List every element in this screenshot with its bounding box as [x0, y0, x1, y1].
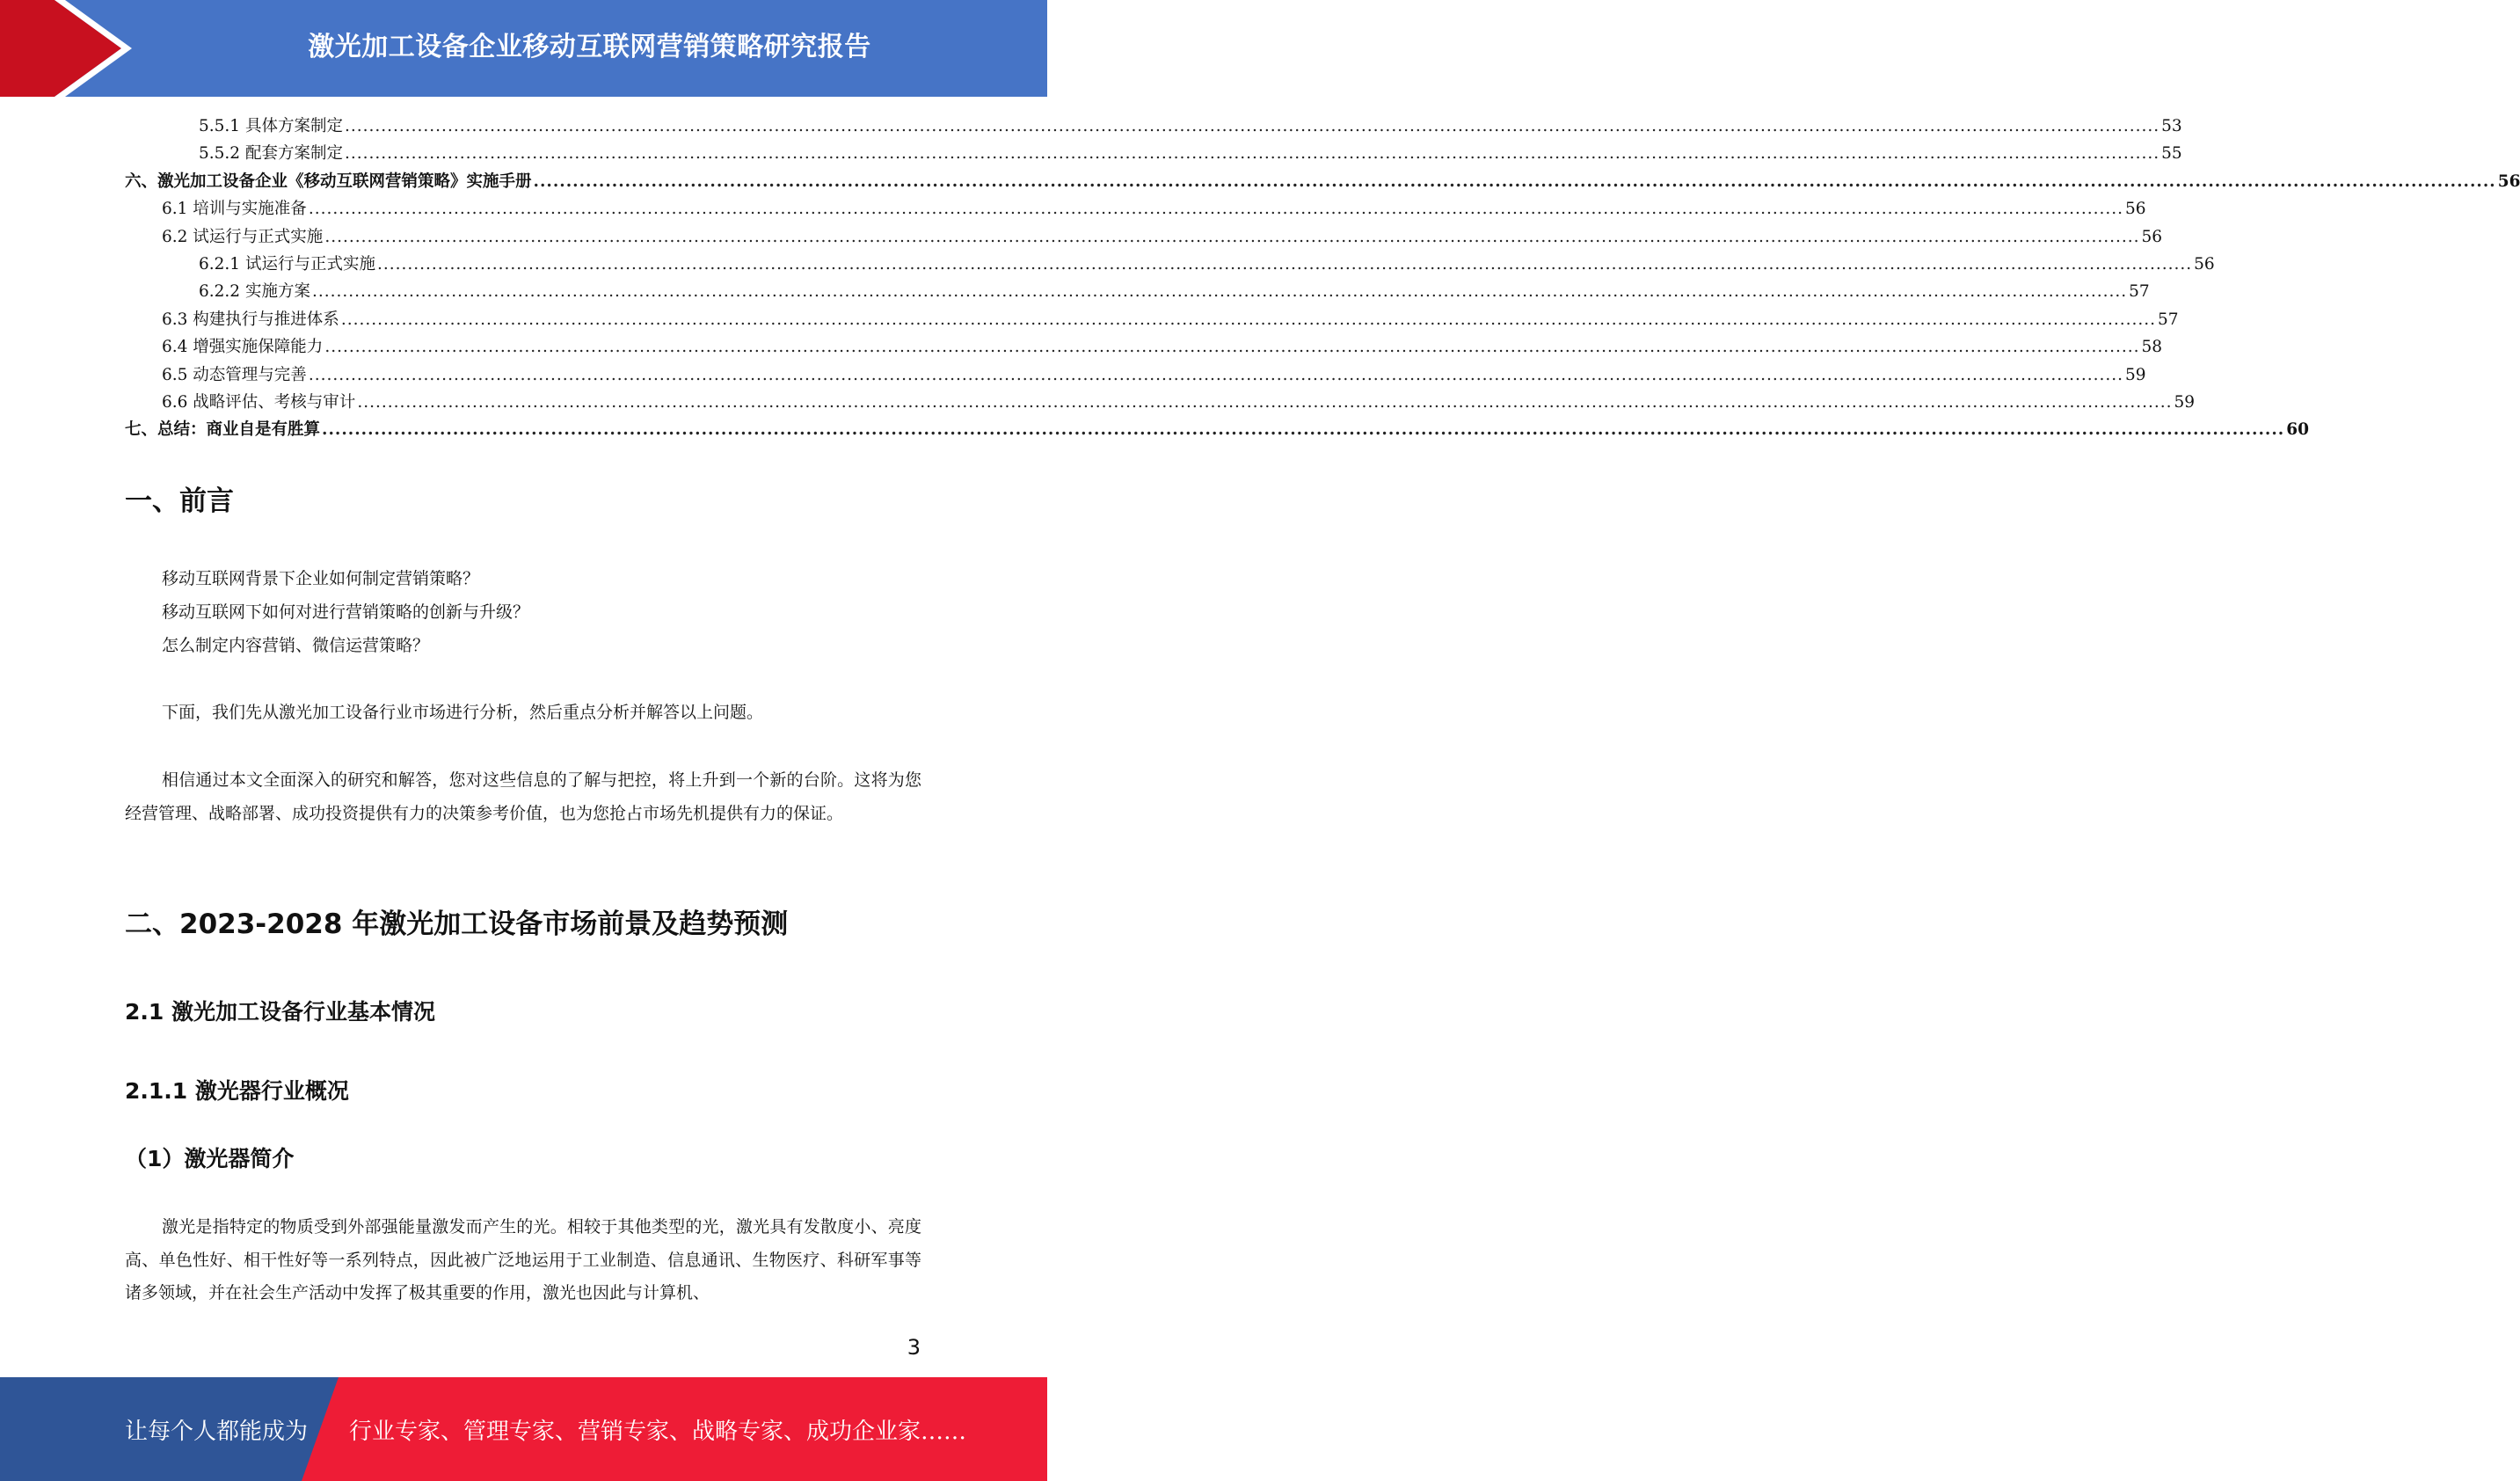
- toc-leader-dots: ............................................................................................................................................................................................................................................................................................................: [324, 227, 2140, 246]
- toc-entry[interactable]: [125, 168, 2520, 195]
- toc-leader-dots: ............................................................................................................................................................................................................................................................................................................: [322, 420, 2285, 440]
- toc-leader-dots: ............................................................................................................................................................................................................................................................................................................: [344, 117, 2160, 135]
- toc-entry[interactable]: [125, 278, 2150, 305]
- preface-heading: 一、前言: [125, 485, 234, 517]
- toc-entry-page: 59: [2125, 365, 2146, 384]
- page-header: [0, 0, 1047, 97]
- toc-entry-page: 56: [2194, 254, 2215, 274]
- toc-entry-page: 57: [2158, 310, 2179, 329]
- toc-leader-dots: ............................................................................................................................................................................................................................................................................................................: [311, 282, 2128, 302]
- toc-entry[interactable]: [125, 113, 2182, 140]
- page-footer: [0, 1377, 1047, 1481]
- toc-entry-page: 58: [2141, 338, 2163, 357]
- toc-entry[interactable]: [125, 195, 2146, 223]
- toc-leader-dots: ............................................................................................................................................................................................................................................................................................................: [376, 254, 2193, 274]
- subsection-heading: 2.1.1 激光器行业概况: [125, 1078, 349, 1104]
- toc-entry-page: 56: [2497, 171, 2520, 191]
- footer-slogan-right: 行业专家、管理专家、营销专家、战略专家、成功企业家……: [349, 1418, 967, 1445]
- preface-question: 移动互联网下如何对进行营销策略的创新与升级？: [162, 602, 530, 622]
- toc-entry-page: 60: [2286, 420, 2309, 440]
- page-number: 3: [907, 1335, 921, 1360]
- toc-entry-label: 6.2.1 试运行与正式实施: [199, 254, 375, 274]
- subsection-heading: （1）激光器简介: [125, 1146, 295, 1171]
- toc-entry-page: 59: [2174, 392, 2196, 412]
- toc-entry-label: 6.5 动态管理与完善: [162, 365, 307, 384]
- table-of-contents: [125, 113, 2520, 444]
- toc-leader-dots: ............................................................................................................................................................................................................................................................................................................: [324, 338, 2140, 357]
- toc-entry-page: 56: [2125, 200, 2146, 219]
- toc-entry-page: 57: [2129, 282, 2150, 302]
- preface-question: 移动互联网背景下企业如何制定营销策略？: [162, 569, 480, 588]
- toc-leader-dots: ............................................................................................................................................................................................................................................................................................................: [340, 310, 2156, 329]
- section-heading: 二、2023-2028 年激光加工设备市场前景及趋势预测: [125, 908, 789, 940]
- toc-leader-dots: ............................................................................................................................................................................................................................................................................................................: [308, 365, 2123, 384]
- toc-leader-dots: ............................................................................................................................................................................................................................................................................................................: [308, 200, 2123, 219]
- toc-entry-label: 6.1 培训与实施准备: [162, 200, 307, 219]
- toc-entry-label: 6.2 试运行与正式实施: [162, 227, 324, 246]
- subsection-heading: 2.1 激光加工设备行业基本情况: [125, 999, 435, 1025]
- preface-paragraph: 下面，我们先从激光加工设备行业市场进行分析，然后重点分析并解答以上问题。: [162, 703, 764, 722]
- toc-entry[interactable]: [125, 389, 2196, 416]
- toc-entry-label: 六、激光加工设备企业《移动互联网营销策略》实施手册: [125, 171, 532, 191]
- toc-entry[interactable]: [125, 140, 2182, 167]
- toc-entry-label: 5.5.2 配套方案制定: [199, 144, 343, 164]
- toc-leader-dots: ............................................................................................................................................................................................................................................................................................................: [344, 144, 2160, 164]
- header-arrow-icon: [0, 0, 132, 97]
- toc-entry-label: 6.4 增强实施保障能力: [162, 338, 324, 357]
- toc-entry-label: 5.5.1 具体方案制定: [199, 117, 343, 135]
- toc-leader-dots: ............................................................................................................................................................................................................................................................................................................: [357, 392, 2173, 412]
- toc-entry[interactable]: [125, 333, 2163, 361]
- toc-entry-page: 53: [2161, 117, 2182, 135]
- toc-leader-dots: ............................................................................................................................................................................................................................................................................................................: [533, 171, 2496, 191]
- toc-entry-page: 56: [2141, 227, 2163, 246]
- toc-entry[interactable]: [125, 361, 2146, 389]
- body-paragraph: 激光是指特定的物质受到外部强能量激发而产生的光。相较于其他类型的光，激光具有发散度小、亮度高、单色性好、相干性好等一系列特点，因此被广泛地运用于工业制造、信息通讯、生物医疗、科研军事等诸多领域，并在社会生产活动中发挥了极其重要的作用，激光也因此与计算机、: [125, 1217, 921, 1302]
- preface-paragraph: 相信通过本文全面深入的研究和解答，您对这些信息的了解与把控，将上升到一个新的台阶。这将为您经营管理、战略部署、成功投资提供有力的决策参考价值，也为您抢占市场先机提供有力的保证。: [125, 770, 921, 823]
- toc-entry-page: 55: [2161, 144, 2182, 164]
- footer-slogan-left: 让每个人都能成为: [125, 1418, 309, 1445]
- toc-entry-label: 6.3 构建执行与推进体系: [162, 310, 339, 329]
- toc-entry-label: 6.6 战略评估、考核与审计: [162, 392, 356, 412]
- toc-entry-label: 七、总结：商业自是有胜算: [125, 420, 321, 440]
- toc-entry[interactable]: [125, 223, 2163, 251]
- preface-question: 怎么制定内容营销、微信运营策略？: [162, 636, 430, 655]
- toc-entry[interactable]: [125, 306, 2179, 333]
- toc-entry[interactable]: [125, 251, 2215, 278]
- toc-entry-label: 6.2.2 实施方案: [199, 282, 310, 302]
- toc-entry[interactable]: [125, 416, 2309, 443]
- report-title: 激光加工设备企业移动互联网营销策略研究报告: [308, 32, 871, 62]
